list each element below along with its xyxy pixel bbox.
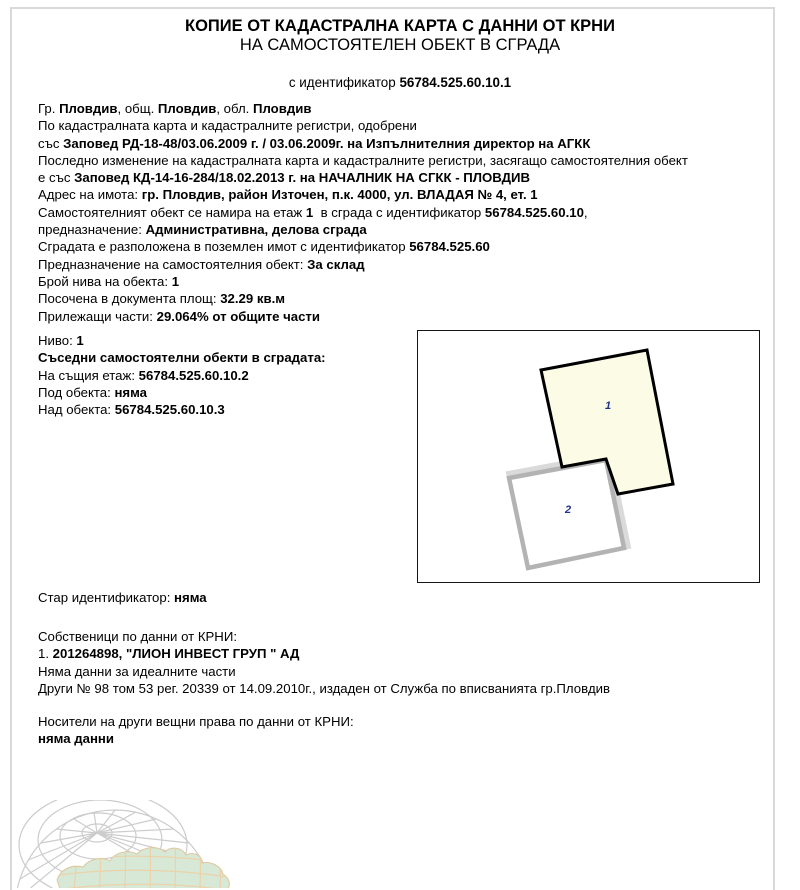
agkk-globe-watermark-icon bbox=[5, 800, 235, 888]
text-line: Гр. Пловдив, общ. Пловдив, обл. Пловдив bbox=[38, 101, 312, 116]
identifier-line bbox=[0, 75, 800, 90]
identifier-value: 56784.525.60.10.1 bbox=[399, 75, 512, 90]
text-line: Стар идентификатор: няма bbox=[38, 590, 207, 605]
document-header bbox=[0, 17, 800, 55]
text-line: Ниво: 1 bbox=[38, 333, 84, 348]
text-line: няма данни bbox=[38, 731, 114, 747]
text-line: Предназначение на самостоятелния обект: За склад bbox=[38, 256, 365, 272]
text-line: По кадастралната карта и кадастралните регистри, одобрени bbox=[38, 118, 417, 134]
text-line: Други № 98 том 53 рег. 20339 от 14.09.2010г., издаден от Служба по вписванията гр.Пловдив bbox=[38, 680, 611, 696]
text-line: Прилежащи части: 29.064% от общите части bbox=[38, 308, 320, 324]
document-title: КОПИЕ ОТ КАДАСТРАЛНА КАРТА С ДАННИ ОТ КРНИ bbox=[185, 17, 615, 35]
owners-section bbox=[38, 628, 610, 697]
text-line: Самостоятелният обект се намира на етаж 1 в сграда с идентификатор 56784.525.60.10, bbox=[38, 204, 588, 220]
unit-1-number: 1 bbox=[604, 400, 612, 412]
level-and-neighbours-section bbox=[38, 332, 326, 418]
text-line: Брой нива на обекта: 1 bbox=[38, 273, 180, 289]
location-sketch bbox=[417, 330, 760, 583]
bulgaria-map-shape bbox=[57, 848, 229, 888]
text-line: Носители на други вещни права по данни от КРНИ: bbox=[38, 714, 354, 729]
text-line: Последно изменение на кадастралната карта и кадастралните регистри, засягащо самостоятелния обект bbox=[38, 152, 688, 168]
old-identifier-section bbox=[38, 589, 207, 606]
other-rights-section bbox=[38, 713, 354, 748]
document-subtitle: НА САМОСТОЯТЕЛЕН ОБЕКТ В СГРАДА bbox=[239, 36, 561, 54]
text-line: Адрес на имота: гр. Пловдив, район Източен, п.к. 4000, ул. ВЛАДАЯ № 4, ет. 1 bbox=[38, 187, 538, 203]
text-line: предназначение: Административна, делова сграда bbox=[38, 222, 367, 238]
sketch-drawing bbox=[418, 331, 759, 582]
building-unit-2-shape bbox=[509, 457, 626, 568]
text-line: е със Заповед КД-14-16-284/18.02.2013 г. на НАЧАЛНИК НА СГКК - ПЛОВДИВ bbox=[38, 170, 530, 186]
text-line: Съседни самостоятелни обекти в сградата: bbox=[38, 350, 326, 366]
text-line: Над обекта: 56784.525.60.10.3 bbox=[38, 402, 225, 418]
text-line: Под обекта: няма bbox=[38, 384, 148, 400]
text-line: На същия етаж: 56784.525.60.10.2 bbox=[38, 367, 249, 383]
text-line: Сградата е разположена в поземлен имот с идентификатор 56784.525.60 bbox=[38, 239, 490, 255]
text-line: Собственици по данни от КРНИ: bbox=[38, 629, 237, 644]
identifier-label: с идентификатор bbox=[288, 75, 400, 90]
unit-2-number: 2 bbox=[564, 504, 572, 516]
text-line: със Заповед РД-18-48/03.06.2009 г. / 03.06.2009г. на Изпълнителния директор на АГКК bbox=[38, 135, 591, 151]
text-line: Няма данни за идеалните части bbox=[38, 663, 236, 679]
text-line: 1. 201264898, "ЛИОН ИНВЕСТ ГРУП " АД bbox=[38, 646, 300, 662]
property-details-section bbox=[38, 100, 688, 325]
text-line: Посочена в документа площ: 32.29 кв.м bbox=[38, 291, 286, 307]
